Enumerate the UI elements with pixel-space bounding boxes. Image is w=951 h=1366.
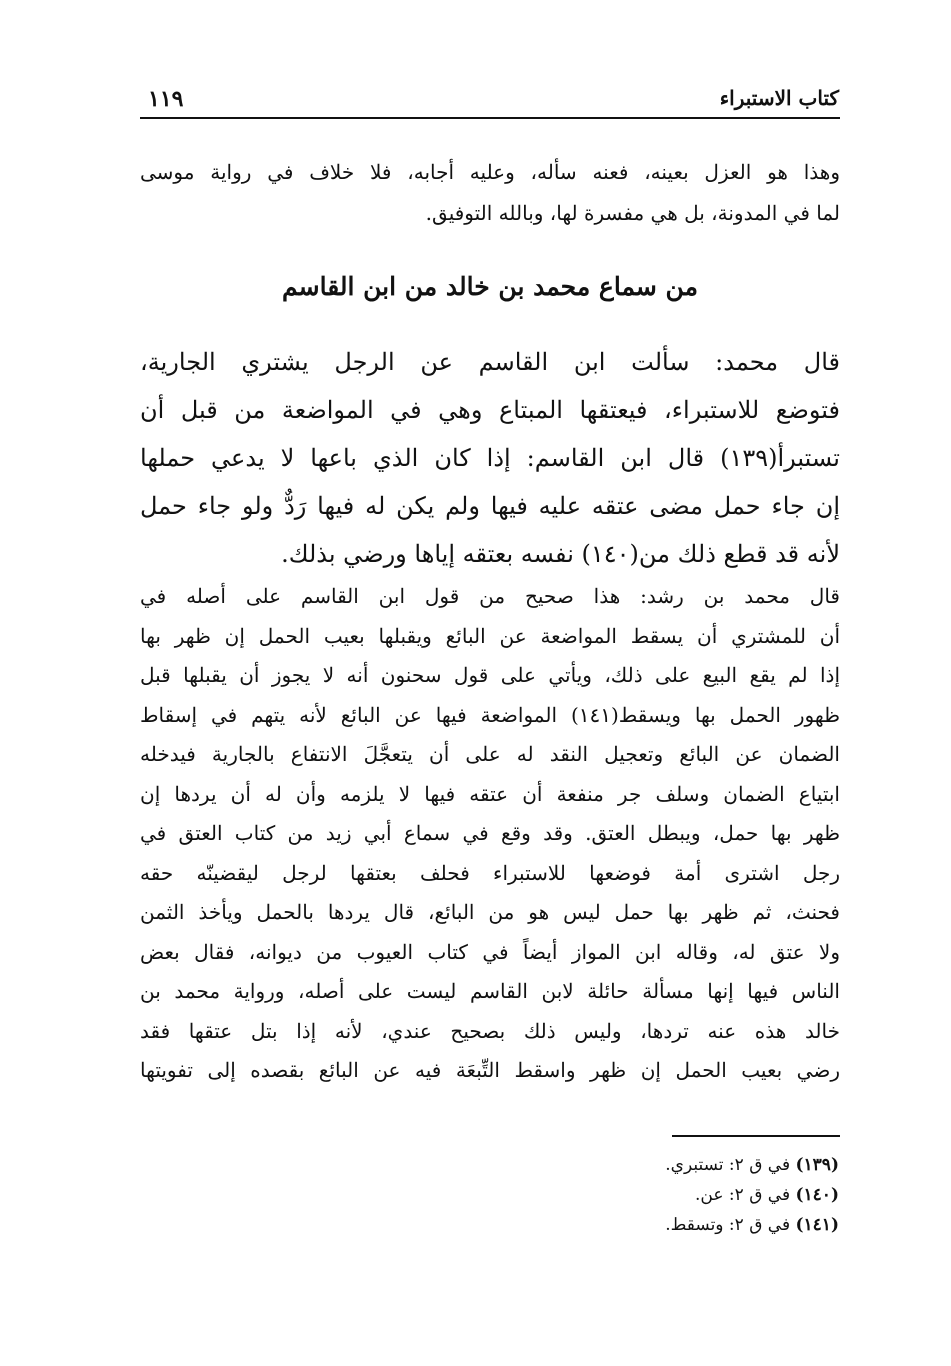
text-line: أن للمشتري أن يسقط المواضعة عن البائع ويقبلها بعيب الحمل إن ظهر بها (140, 623, 840, 648)
text-line: ولا عتق له، وقاله ابن المواز أيضاً في كتاب العيوب من ديوانه، فقال بعض (140, 939, 840, 964)
section-heading: من سماع محمد بن خالد من ابن القاسم (282, 272, 698, 301)
footnote-number: (١٤٠) (795, 1185, 839, 1205)
text-line: رجل اشترى أمة فوضعها للاستبراء فحلف بعتقها لرجل ليقضينّه حقه (140, 860, 840, 885)
footnote-text: في ق ٢: وتسقط. (665, 1215, 791, 1235)
footnote-number: (١٣٩) (795, 1155, 839, 1175)
text-line: خالد هذه عنه تردها، وليس ذلك بصحيح عندي، لأنه إذا بتل عتقها فقد (140, 1018, 840, 1043)
header-rule (140, 117, 840, 119)
text-line: قال محمد بن رشد: هذا صحيح من قول ابن القاسم على أصله في (140, 584, 840, 608)
footnote (665, 1150, 839, 1180)
text-line: لأنه قد قطع ذلك من(١٤٠) نفسه بعتقه إياها ورضي بذلك. (281, 540, 840, 568)
commentary-paragraph (140, 577, 840, 1091)
text-line: إن جاء حمل مضى عتقه عليه فيها ولم يكن له فيها رَدٌّ ولو جاء حمل (140, 492, 840, 520)
text-line: ابتياع الضمان وسلف جر منفعة أن عتقه فيها لا يلزمه وأن له أن يردها إن (140, 781, 840, 806)
text-line: الضمان عن البائع وتعجيل النقد له على أن يتعجَّلَ الانتفاع بالجارية فيدخله (140, 742, 840, 766)
text-line: إذا لم يقع البيع على ذلك، ويأتي على قول سحنون أنه لا يجوز أن يقبلها قبل (140, 663, 840, 687)
text-line: وهذا هو العزل بعينه، فعنه سأله، وعليه أجابه، فلا خلاف في رواية موسى (140, 160, 840, 184)
text-line: فتوضع للاستبراء، فيعتقها المبتاع وهي في المواضعة من قبل أن (140, 396, 840, 424)
text-line: لما في المدونة، بل هي مفسرة لها، وبالله التوفيق. (425, 201, 840, 225)
text-line: الناس فيها إنها مسألة حائلة لابن القاسم ليست على أصله، ورواية محمد بن (140, 979, 840, 1003)
running-title: كتاب الاستبراء (719, 86, 839, 110)
footnote-text: في ق ٢: تستبري. (665, 1155, 791, 1175)
footnote-number: (١٤١) (795, 1215, 839, 1235)
footnote-rule (672, 1135, 840, 1137)
footnote-text: في ق ٢: عن. (695, 1185, 791, 1205)
text-line: تستبرأ(١٣٩) قال ابن القاسم: إذا كان الذي باعها لا يدعي حملها (140, 444, 840, 472)
question-paragraph (140, 338, 840, 578)
text-line: ظهر بها حمل، ويبطل العتق. وقد وقع في سماع أبي زيد من كتاب العتق في (140, 821, 840, 845)
text-line: فحنث، ثم ظهر بها حمل ليس هو من البائع، قال يردها بالحمل ويأخذ الثمن (140, 900, 840, 924)
page-number: ١١٩ (148, 86, 184, 112)
footnote (665, 1210, 839, 1240)
text-line: رضي بعيب الحمل إن ظهر واسقط التِّبعَة فيه عن البائع بقصده إلى تفويتها (140, 1058, 840, 1082)
text-line: ظهور الحمل بها ويسقط(١٤١) المواضعة فيها عن البائع لأنه يتهم في إسقاط (140, 702, 840, 727)
text-line: قال محمد: سألت ابن القاسم عن الرجل يشتري الجارية، (140, 348, 840, 376)
footnotes (665, 1150, 839, 1240)
intro-paragraph (140, 152, 840, 234)
footnote (665, 1180, 839, 1210)
